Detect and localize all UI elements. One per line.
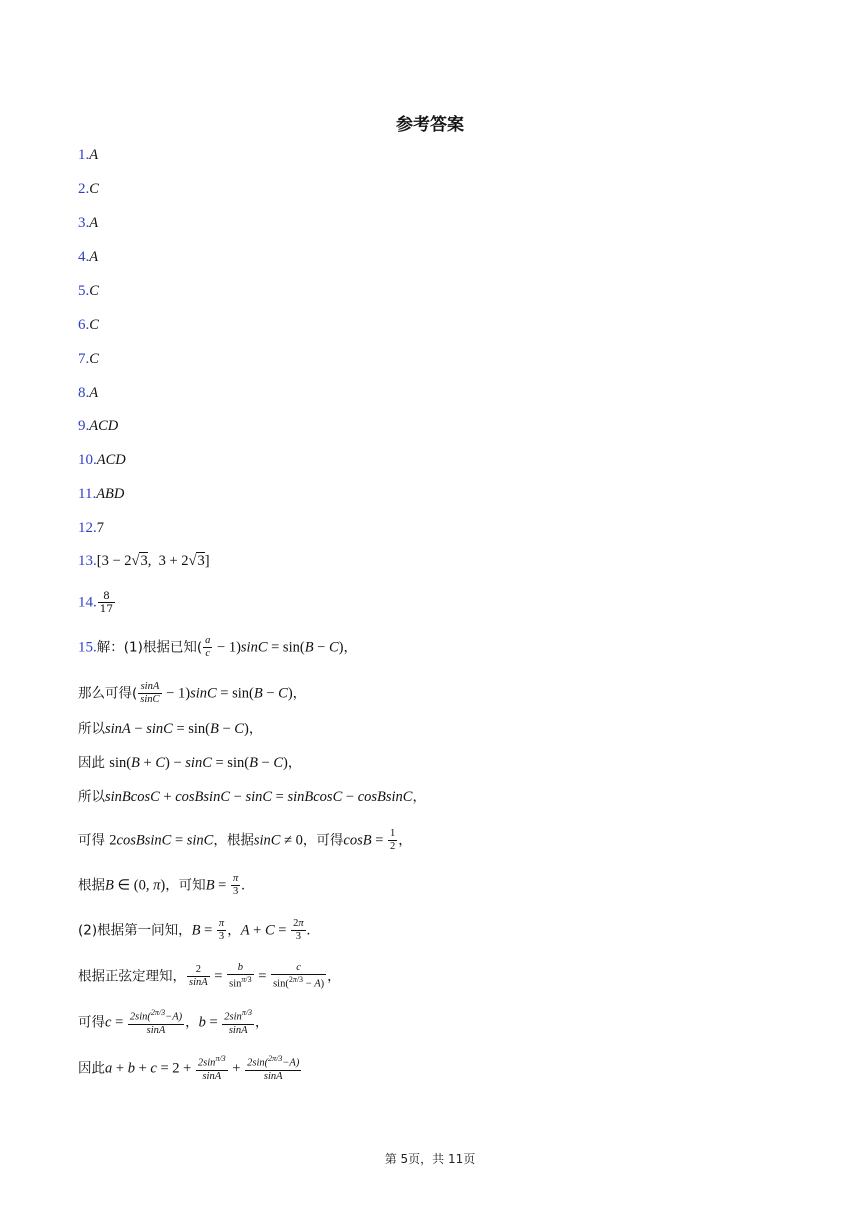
answer-text: C bbox=[89, 181, 99, 197]
answer-13: 13.[3 − 2√3, 3 + 2√3] bbox=[78, 553, 210, 569]
answer-item bbox=[78, 182, 99, 197]
answer-text: A bbox=[89, 385, 99, 401]
answer-text: 7 bbox=[96, 520, 104, 536]
answer-text: A bbox=[89, 249, 99, 265]
answer-item bbox=[78, 352, 99, 367]
answer-text: C bbox=[89, 317, 99, 333]
answer-text: ABD bbox=[96, 486, 125, 502]
page-title: 参考答案 bbox=[396, 115, 464, 135]
page-footer: 第 5页，共 11页 bbox=[384, 1152, 476, 1166]
answer-text: A bbox=[89, 215, 99, 231]
answer-item bbox=[78, 284, 99, 299]
answer-number: 15. bbox=[78, 639, 97, 656]
answer-number: 5. bbox=[78, 283, 90, 299]
answer-number: 1. bbox=[78, 147, 90, 163]
answer-text: A bbox=[89, 147, 99, 163]
answer-number: 7. bbox=[78, 351, 90, 367]
answer-number: 2. bbox=[78, 181, 90, 197]
answer-text: C bbox=[89, 283, 99, 299]
fraction: $\frac{8}{17}$ bbox=[99, 590, 114, 616]
answer-text: C bbox=[89, 351, 99, 367]
q15-line-2: 那么可得( $\frac{\sin A}{\sin C}$ − 1)sinC = sin(B − C)， bbox=[78, 681, 307, 706]
q15-line-6: 可得 2cosBsinC = sinC，根据sinC ≠ 0，可得cosB = $\frac{1}{2}$ ， bbox=[78, 828, 412, 853]
answer-item bbox=[78, 386, 98, 401]
answer-number: 3. bbox=[78, 215, 90, 231]
answer-number: 9. bbox=[78, 418, 90, 434]
answer-item bbox=[78, 419, 118, 434]
answer-number: 12. bbox=[78, 520, 97, 536]
answer-item bbox=[78, 487, 124, 502]
answer-item bbox=[78, 521, 104, 536]
answer-number: 6. bbox=[78, 317, 90, 333]
answer-number: 14. bbox=[78, 594, 97, 611]
answer-14 bbox=[78, 590, 116, 615]
answer-number: 8. bbox=[78, 385, 90, 401]
answer-item bbox=[78, 318, 99, 333]
answer-item bbox=[78, 216, 98, 231]
q15-line-9: 根据正弦定理知， $\frac{2}{\sin A}$ = $\frac{b}{\sin^{\pi/3}}$ = $\frac{c}{\sin(^{2\pi/3} - A)}$ ， bbox=[78, 962, 341, 990]
answer-item bbox=[78, 453, 126, 468]
q15-line-10: 可得c = $\frac{2\sin(^{2\pi/3}-A)}{\sin A}$ ，b = $\frac{2\sin^{\pi/3}}{\sin A}$ ， bbox=[78, 1008, 269, 1036]
q15-line-7: 根据B ∈ (0, π)，可知B = $\frac{\pi}{3}$ . bbox=[78, 873, 245, 898]
answer-number: 13. bbox=[78, 553, 97, 569]
q15-line-8: (2)根据第一问知，B = $\frac{\pi}{3}$ ，A + C = $\frac{2\pi}{3}$ . bbox=[78, 918, 311, 943]
answer-item bbox=[78, 250, 98, 265]
q15-line-3: 所以sinA − sinC = sin(B − C)， bbox=[78, 721, 263, 737]
answer-text: ACD bbox=[96, 452, 126, 468]
answer-item bbox=[78, 148, 98, 163]
q15-line-1: 15.解：(1)根据已知( $\frac{a}{c}$ − 1)sinC = sin(B − C)， bbox=[78, 635, 357, 660]
answer-number: 11. bbox=[78, 486, 97, 502]
answer-text: ACD bbox=[89, 418, 119, 434]
q15-line-4: 因此 sin(B + C) − sinC = sin(B − C)， bbox=[78, 755, 302, 771]
q15-line-5: 所以sinBcosC + cosBsinC − sinC = sinBcosC − cosBsinC， bbox=[78, 789, 426, 805]
answer-number: 4. bbox=[78, 249, 90, 265]
q15-line-11: 因此a + b + c = 2 + $\frac{2\sin^{\pi/3}}{\sin A}$ + $\frac{2\sin(^{2\pi/3}-A)}{\sin A}$ bbox=[78, 1054, 300, 1082]
answer-number: 10. bbox=[78, 452, 97, 468]
